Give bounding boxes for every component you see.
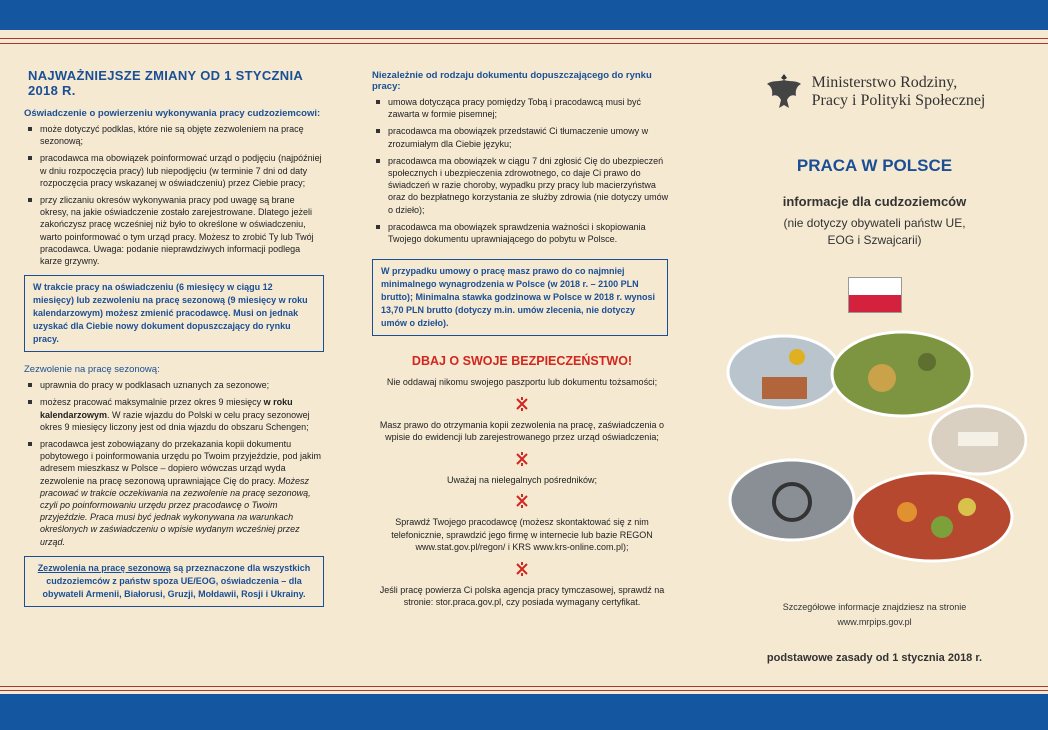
photo-detail bbox=[958, 432, 998, 446]
list-item bbox=[24, 438, 324, 548]
sezonowa-list bbox=[24, 379, 324, 548]
photo-driving bbox=[730, 460, 854, 540]
safety-item: Uważaj na nielegalnych pośredników; bbox=[446, 474, 598, 485]
polish-flag bbox=[848, 277, 902, 313]
bottom-blue-band bbox=[0, 694, 1048, 730]
oswiadczenie-title: Oświadczenie o powierzeniu wykonywania pracy cudzoziemcowi: bbox=[24, 108, 321, 119]
ministry-logo bbox=[722, 70, 1027, 114]
cross-ornament-icon bbox=[515, 562, 529, 576]
list-item: uprawnia do pracy w podklasach uznanych za sezonowe; bbox=[24, 379, 324, 391]
bottom-red-rule-2 bbox=[0, 690, 1048, 691]
safety-item: Jeśli pracę powierza Ci polska agencja pracy tymczasowej, sprawdź na stronie: stor.praca.gov.pl, czy posiada wymagany certyfikat. bbox=[379, 584, 665, 608]
wage-box: W przypadku umowy o pracę masz prawo do co najmniej minimalnego wynagrodzenia w Polsce (w 2018 r. – 2100 PLN brutto); Minimalna stawka godzinowa w Polsce w 2018 r. wynosi 13,70 PLN brutto (dotyczy m.in. umów zlecenia, nie dotyczy umów o dzieło). bbox=[372, 259, 668, 336]
italic-run: Możesz pracować w trakcie oczekiwania na zezwolenie na pracę sezonową, czyli po poinformowaniu urzędu przez pracodawcę o Twoim przyjeździe. Praca musi być jednak wykonywana na warunkach określonych w zaświadczeniu o wpisie wydanym wcześniej przez urząd. bbox=[40, 475, 311, 547]
ministry-line: Ministerstwo Rodziny, bbox=[811, 74, 958, 91]
eligibility-box bbox=[24, 556, 324, 607]
middle-panel bbox=[372, 62, 672, 609]
photo-detail bbox=[918, 353, 936, 371]
cross-ornament-icon bbox=[515, 494, 529, 508]
cover-note bbox=[722, 215, 1027, 249]
left-panel bbox=[24, 62, 324, 607]
list-item: pracodawca ma obowiązek poinformować urząd o podjęciu (najpóźniej w dniu rozpoczęcia pracy) lub niepodjęciu (w terminie 7 dni od daty rozpoczęcia pracy wskazanej w oświadczeniu) przez Ciebie pracy; bbox=[24, 152, 324, 189]
text-run: możesz pracować maksymalnie przez okres 9 miesięcy bbox=[40, 397, 262, 408]
regardless-title: Niezależnie od rodzaju dokumentu dopuszczającego do rynku pracy: bbox=[372, 70, 652, 92]
safety-item: Masz prawo do otrzymania kopii zezwolenia na pracę, zaświadczenia o wpisie do ewidencji lub zarejestrowanego przez urząd oświadczenia; bbox=[379, 419, 665, 443]
top-red-rule-2 bbox=[0, 43, 1048, 44]
cover-panel bbox=[722, 62, 1027, 682]
list-item bbox=[24, 396, 324, 433]
website-link[interactable]: www.mrpips.gov.pl bbox=[837, 617, 912, 627]
more-info-text: Szczegółowe informacje znajdziesz na stronie bbox=[782, 602, 967, 612]
photo-detail bbox=[868, 364, 896, 392]
photo-detail bbox=[789, 349, 805, 365]
note-line: (nie dotyczy obywateli państw UE, bbox=[783, 216, 966, 230]
photo-fruit-picking bbox=[832, 332, 972, 416]
ministry-line: Pracy i Polityki Społecznej bbox=[811, 92, 986, 109]
photo-collage bbox=[722, 322, 1027, 572]
top-red-rule bbox=[0, 38, 1048, 39]
main-heading: NAJWAŻNIEJSZE ZMIANY OD 1 STYCZNIA 2018 R. bbox=[28, 68, 303, 98]
cover-footer: podstawowe zasady od 1 stycznia 2018 r. bbox=[766, 652, 983, 664]
photo-detail bbox=[958, 498, 976, 516]
underlined-run: Zezwolenia na pracę sezonową bbox=[37, 562, 171, 573]
list-item: może dotyczyć podklas, które nie są objęte zezwoleniem na pracę sezonową; bbox=[24, 123, 324, 147]
photo-market-produce bbox=[852, 473, 1012, 561]
list-item: pracodawca ma obowiązek w ciągu 7 dni zgłosić Cię do ubezpieczeń społecznych i ubezpieczenia zdrowotnego, co daje Ci prawo do świadczeń w razie choroby, wypadku przy pracy lub macierzyństwa oraz do bezpłatnego korzystania ze służby zdrowia (nie dotyczy umów o dzieło); bbox=[372, 155, 672, 216]
polish-eagle-icon bbox=[764, 70, 804, 114]
ministry-name bbox=[812, 74, 986, 110]
oswiadczenie-list bbox=[24, 123, 324, 267]
sezonowa-title: Zezwolenie na pracę sezonową: bbox=[24, 364, 160, 376]
safety-item: Sprawdź Twojego pracodawcę (możesz skontaktować się z nim telefonicznie, sprawdzić jego firmę w internecie lub bazie REGON www.stat.gov.pl/regon/ i KRS www.krs-online.com.pl); bbox=[391, 517, 653, 553]
safety-heading: DBAJ O SWOJE BEZPIECZEŃSTWO! bbox=[411, 354, 633, 369]
safety-item: Nie oddawaj nikomu swojego paszportu lub dokumentu tożsamości; bbox=[386, 377, 658, 388]
text-run: pracodawca jest zobowiązany do przekazania kopii dokumentu pobytowego i poinformowania urzędu po Twoim przyjeździe, pod jakim adresem mieszkasz w Polsce – dopiero wówczas urząd wyda zezwolenie na pracę sezonową uprawniające Cię do pracy. bbox=[40, 439, 321, 486]
note-line: EOG i Szwajcarii) bbox=[827, 233, 922, 247]
photo-detail bbox=[897, 502, 917, 522]
list-item: pracodawca ma obowiązek przedstawić Ci tłumaczenie umowy w zrozumiałym dla Ciebie języku; bbox=[372, 125, 672, 149]
photo-detail bbox=[762, 377, 807, 399]
bottom-red-rule bbox=[0, 686, 1048, 687]
text-run: . W razie wjazdu do Polski w celu pracy sezonowej okres 9 miesięcy liczony jest od dnia wjazdu do obszaru Schengen; bbox=[40, 409, 310, 432]
cover-title: PRACA W POLSCE bbox=[796, 156, 953, 175]
cover-subtitle: informacje dla cudzoziemców bbox=[782, 194, 967, 209]
top-blue-band bbox=[0, 0, 1048, 30]
list-item: pracodawca ma obowiązek sprawdzenia ważności i skopiowania Twojego dokumentu uprawniającego do pobytu w Polsce. bbox=[372, 221, 672, 245]
bold-run: w roku kalendarzowym bbox=[40, 397, 293, 420]
change-employer-box: W trakcie pracy na oświadczeniu (6 miesięcy w ciągu 12 miesięcy) lub zezwoleniu na pracę sezonową (9 miesięcy w roku kalendarzowym) możesz zmienić pracodawcę. Musi on jednak uzyskać dla Ciebie nowy dokument dopuszczający do rynku pracy. bbox=[24, 275, 324, 352]
employer-duties-list bbox=[372, 96, 672, 245]
list-item: przy zliczaniu okresów wykonywania pracy pod uwagę są brane okresy, na jakie oświadczenie zostało zarejestrowane. Dlatego jeżeli zakończysz pracę wcześniej niż było to określone w oświadczeniu, warto poinformować o tym urząd pracy. Możesz to zrobić Ty lub Twój pracodawca. Uwaga: podanie nieprawdziwych informacji podlega karze grzywny. bbox=[24, 194, 324, 267]
photo-detail bbox=[931, 516, 953, 538]
text-run: są przeznaczone dla wszystkich cudzoziemców z państw spoza UE/EOG, oświadczenia – dla obywateli Armenii, Białorusi, Gruzji, Mołdawii, Rosji i Ukrainy. bbox=[42, 562, 311, 599]
more-info bbox=[722, 600, 1027, 630]
cross-ornament-icon bbox=[515, 452, 529, 466]
cross-ornament-icon bbox=[515, 397, 529, 411]
safety-list bbox=[372, 376, 672, 609]
list-item: umowa dotycząca pracy pomiędzy Tobą i pracodawcą musi być zawarta w formie pisemnej; bbox=[372, 96, 672, 120]
